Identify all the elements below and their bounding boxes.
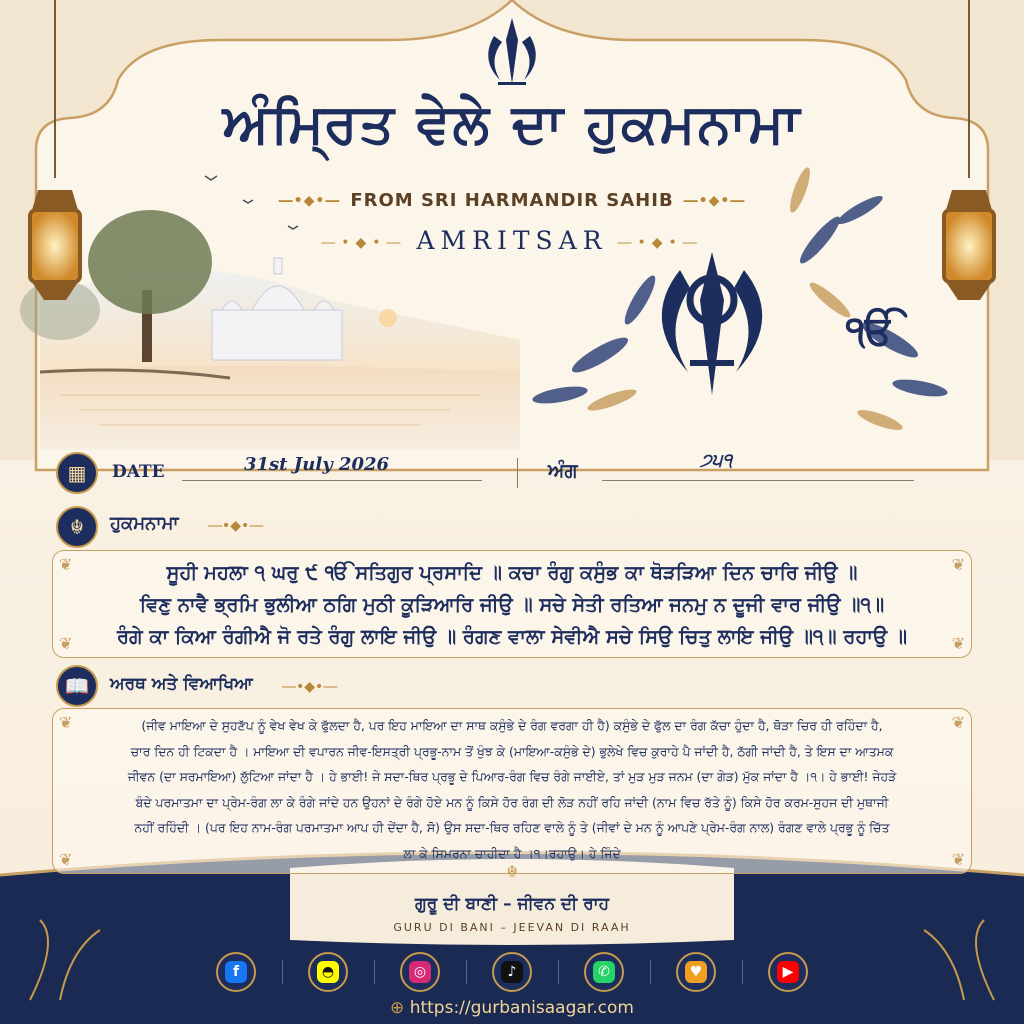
ang-value: ੭੫੧ [700,450,732,471]
corner-ornament-icon: ❦ [951,634,965,653]
location-text: AMRITSAR [416,226,608,255]
corner-ornament-icon: ❦ [59,850,73,869]
page-title: ਅੰਮ੍ਰਿਤ ਵੇਲੇ ਦਾ ਹੁਕਮਨਾਮਾ [222,92,802,155]
calendar-icon: ▦ [56,452,98,494]
ornament-right-icon: ―•◆•― [683,193,746,209]
ornament-icon: ―•◆•― [208,518,264,534]
corner-ornament-icon: ❦ [59,555,73,574]
youtube-icon-glyph: ▶ [777,961,799,983]
ornament-left-icon: ―•◆•― [278,193,341,209]
khanda-small-icon: ☬ [506,862,518,881]
snapchat-icon-glyph: ◓ [317,961,339,983]
corner-ornament-icon: ❦ [951,850,965,869]
location [0,226,1024,255]
snapchat-icon[interactable] [308,952,348,992]
date-underline [182,480,482,481]
corner-ornament-icon: ❦ [951,555,965,574]
ornament-right-icon: ―•◆•― [617,234,703,251]
moj-icon-glyph: ♥ [685,961,707,983]
whatsapp-icon-glyph: ✆ [593,961,615,983]
subtitle [0,190,1024,211]
subtitle-text: FROM SRI HARMANDIR SAHIB [350,190,674,211]
instagram-icon-glyph: ◎ [409,961,431,983]
hukamnama-heading: ਹੁਕਮਨਾਮਾ [110,513,179,534]
social-separator [282,960,283,984]
social-separator [742,960,743,984]
social-separator [558,960,559,984]
gurbani-line: ਸੂਹੀ ਮਹਲਾ ੧ ਘਰੁ ੯ ੴ ਸਤਿਗੁਰ ਪ੍ਰਸਾਦਿ ॥ ਕਚਾ ਰੰਗੁ ਕਸੁੰਭ ਕਾ ਥੋੜੜਿਆ ਦਿਨ ਚਾਰਿ ਜੀਉ ॥ [166,561,858,584]
arth-line: ਜੀਵਨ (ਦਾ ਸਰਮਾਇਆ) ਲੁੱਟਿਆ ਜਾਂਦਾ ਹੈ । ਹੇ ਭਾਈ! ਜੇ ਸਦਾ-ਥਿਰ ਪ੍ਰਭੂ ਦੇ ਪਿਆਰ-ਰੰਗ ਵਿਚ ਰੰਗੇ ਜਾਈਏ, ਤਾਂ ਮੁੜ ਮੁੜ ਜਨਮ (ਦਾ ਗੇੜ) ਮੁੱਕ ਜਾਂਦਾ ਹੈ ।੧। ਹੇ ਭਾਈ! ਜੇਹੜੇ [127,769,897,784]
corner-ornament-icon: ❦ [59,713,73,732]
tiktok-icon[interactable] [492,952,532,992]
arth-line: ਨਹੀਂ ਰਹਿੰਦੀ । (ਪਰ ਇਹ ਨਾਮ-ਰੰਗ ਪਰਮਾਤਮਾ ਆਪ ਹੀ ਦੇਂਦਾ ਹੈ, ਸੋ) ਉਸ ਸਦਾ-ਥਿਰ ਰਹਿਣ ਵਾਲੇ ਨੂੰ ਤੇ (ਜੀਵਾਂ ਦੇ ਮਨ ਨੂੰ ਆਪਣੇ ਪ੍ਰੇਮ-ਰੰਗ ਨਾਲ) ਰੰਗਣ ਵਾਲੇ ਪ੍ਰਭੂ ਨੂੰ ਚਿੱਤ [134,820,890,835]
gurbani-line: ਵਿਣੁ ਨਾਵੈ ਭ੍ਰਮਿ ਭੁਲੀਆ ਠਗਿ ਮੁਠੀ ਕੂੜਿਆਰਿ ਜੀਉ ॥ ਸਚੇ ਸੇਤੀ ਰਤਿਆ ਜਨਮੁ ਨ ਦੂਜੀ ਵਾਰ ਜੀਉ ॥੧॥ [139,593,885,616]
tagline-english: GURU DI BANI – JEEVAN DI RAAH [393,921,631,934]
tiktok-icon-glyph: ♪ [501,961,523,983]
instagram-icon[interactable] [400,952,440,992]
social-separator [466,960,467,984]
arth-line: ਲਾ ਕੇ ਸਿਮਰਨਾ ਚਾਹੀਦਾ ਹੈ ।੧।ਰਹਾਉ। ਹੇ ਜਿੰਦੇ [403,845,621,861]
arth-box [52,708,972,874]
corner-ornament-icon: ❦ [59,634,73,653]
social-separator [374,960,375,984]
date-value: 31st July 2026 [244,454,390,475]
book-icon: 📖 [56,665,98,707]
whatsapp-icon[interactable] [584,952,624,992]
tagline-punjabi: ਗੁਰੂ ਦੀ ਬਾਣੀ – ਜੀਵਨ ਦੀ ਰਾਹ [414,894,610,914]
ik-onkar-symbol: ੴ [846,308,895,354]
date-label: DATE [112,462,165,482]
website-link[interactable] [0,998,1024,1018]
ornament-left-icon: ―•◆•― [321,234,407,251]
arth-heading: ਅਰਥ ਅਤੇ ਵਿਆਖਿਆ [110,674,253,694]
moj-icon[interactable] [676,952,716,992]
ornament-icon: ―•◆•― [282,679,338,695]
arth-line: ਚਾਰ ਦਿਨ ਹੀ ਟਿਕਦਾ ਹੈ । ਮਾਇਆ ਦੀ ਵਪਾਰਨ ਜੀਵ-ਇਸਤ੍ਰੀ ਪ੍ਰਭੂ-ਨਾਮ ਤੋਂ ਖੁੰਝ ਕੇ (ਮਾਇਆ-ਕਸੁੰਭੇ ਦੇ) ਭੁਲੇਖੇ ਵਿਚ ਕੁਰਾਹੇ ਪੈ ਜਾਂਦੀ ਹੈ, ਠੱਗੀ ਜਾਂਦੀ ਹੈ, ਤੇ ਇਸ ਦਾ ਆਤਮਕ [130,743,894,759]
divider [517,458,518,488]
youtube-icon[interactable] [768,952,808,992]
ang-underline [602,480,914,481]
corner-ornament-icon: ❦ [951,713,965,732]
gurbani-line: ਰੰਗੇ ਕਾ ਕਿਆ ਰੰਗੀਐ ਜੋ ਰਤੇ ਰੰਗੁ ਲਾਇ ਜੀਉ ॥ ਰੰਗਣ ਵਾਲਾ ਸੇਵੀਐ ਸਚੇ ਸਿਉ ਚਿਤੁ ਲਾਇ ਜੀਉ ॥੧॥ ਰਹਾਉ ॥ [116,625,908,648]
facebook-icon-glyph: f [225,961,247,983]
ang-label: ਅੰਗ [548,460,578,482]
website-url: https://gurbanisaagar.com [409,998,634,1018]
social-separator [650,960,651,984]
globe-icon: ⊕ [390,998,405,1018]
facebook-icon[interactable] [216,952,256,992]
arth-line: ਬੰਦੇ ਪਰਮਾਤਮਾ ਦਾ ਪ੍ਰੇਮ-ਰੰਗ ਲਾ ਕੇ ਰੰਗੇ ਜਾਂਦੇ ਹਨ ਉਹਨਾਂ ਦੇ ਰੰਗੇ ਹੋਏ ਮਨ ਨੂੰ ਕਿਸੇ ਹੋਰ ਰੰਗ ਦੀ ਲੋੜ ਨਹੀਂ ਰਹਿ ਜਾਂਦੀ (ਨਾਮ ਵਿਚ ਰੱਤੇ ਨੂੰ) ਕਿਸੇ ਹੋਰ ਕਰਮ-ਸੁਹਜ ਦੀ ਮੁਥਾਜੀ [135,794,889,810]
gurbani-box [52,550,972,658]
khanda-icon: ☬ [56,506,98,548]
arth-line: (ਜੀਵ ਮਾਇਆ ਦੇ ਸੁਹਣੱਪ ਨੂੰ ਵੇਖ ਵੇਖ ਕੇ ਫੁੱਲਦਾ ਹੈ, ਪਰ ਇਹ ਮਾਇਆ ਦਾ ਸਾਥ ਕਸੁੰਭੇ ਦੇ ਰੰਗ ਵਰਗਾ ਹੀ ਹੈ) ਕਸੁੰਭੇ ਦੇ ਫੁੱਲ ਦਾ ਰੰਗ ਕੱਚਾ ਹੁੰਦਾ ਹੈ, ਥੋੜਾ ਚਿਰ ਹੀ ਰਹਿੰਦਾ ਹੈ, [141,718,883,733]
